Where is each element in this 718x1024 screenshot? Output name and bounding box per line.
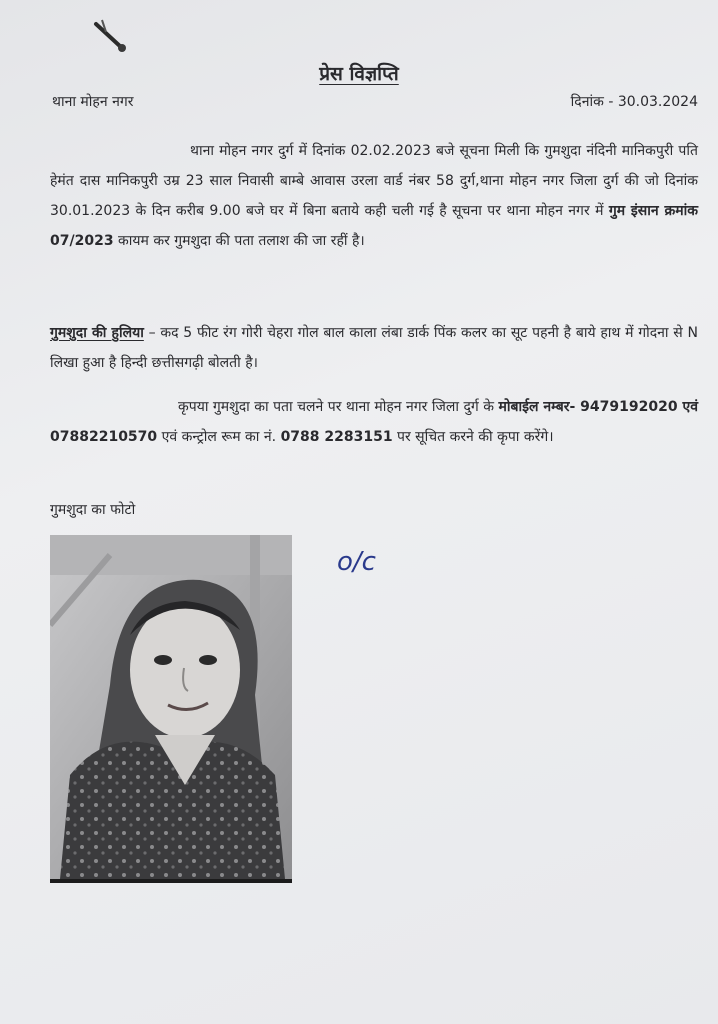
missing-person-photo [50,535,292,883]
mobile-numbers: मोबाईल नम्बर- 9479192020 एवं 07882210570 [50,399,698,445]
description-heading: गुमशुदा की हुलिया [50,325,144,341]
paragraph-report: थाना मोहन नगर दुर्ग में दिनांक 02.02.2023 बजे सूचना मिली कि गुमशुदा नंदिनी मानिकपुरी पति हेमंत दास मानिकपुरी उम्र 23 साल निवासी बाम्बे आवास उरला वार्ड नंबर 58 दुर्ग,थाना मोहन नगर जिला दुर्ग की जो दिनांक 30.01.2023 के दिन करीब 9.00 बजे घर में बिना बताये कही चली गई है सूचना पर थाना मोहन नगर में गुम इंसान क्रमांक 07/2023 कायम कर गुमशुदा की पता तलाश की जा रहीं है। [50,143,698,249]
paragraph-contact: कृपया गुमशुदा का पता चलने पर थाना मोहन नगर जिला दुर्ग के मोबाईल नम्बर- 9479192020 एवं 07882210570 एवं कन्ट्रोल रूम का नं. 0788 2283151 पर सूचित करने की कृपा करेंगे। [50,399,698,445]
paragraph-description: गुमशुदा की हुलिया – कद 5 फीट रंग गोरी चेहरा गोल बाल काला लंबा डार्क पिंक कलर का सूट पहनी है बाये हाथ में गोदना से N लिखा हुआ है हिन्दी छत्तीसगढ़ी बोलती है। [50,325,698,371]
document-title: प्रेस विज्ञप्ति [319,63,399,85]
photo-label: गुमशुदा का फोटो [50,502,136,518]
document-date: दिनांक - 30.03.2024 [570,94,698,110]
case-number: गुम इंसान क्रमांक 07/2023 [50,203,698,249]
pin-icon [92,18,128,56]
control-room-number: 0788 2283151 [280,429,393,445]
police-station-name: थाना मोहन नगर [52,94,134,110]
handwritten-mark [335,540,395,580]
svg-text:o/c: o/c [337,547,376,577]
